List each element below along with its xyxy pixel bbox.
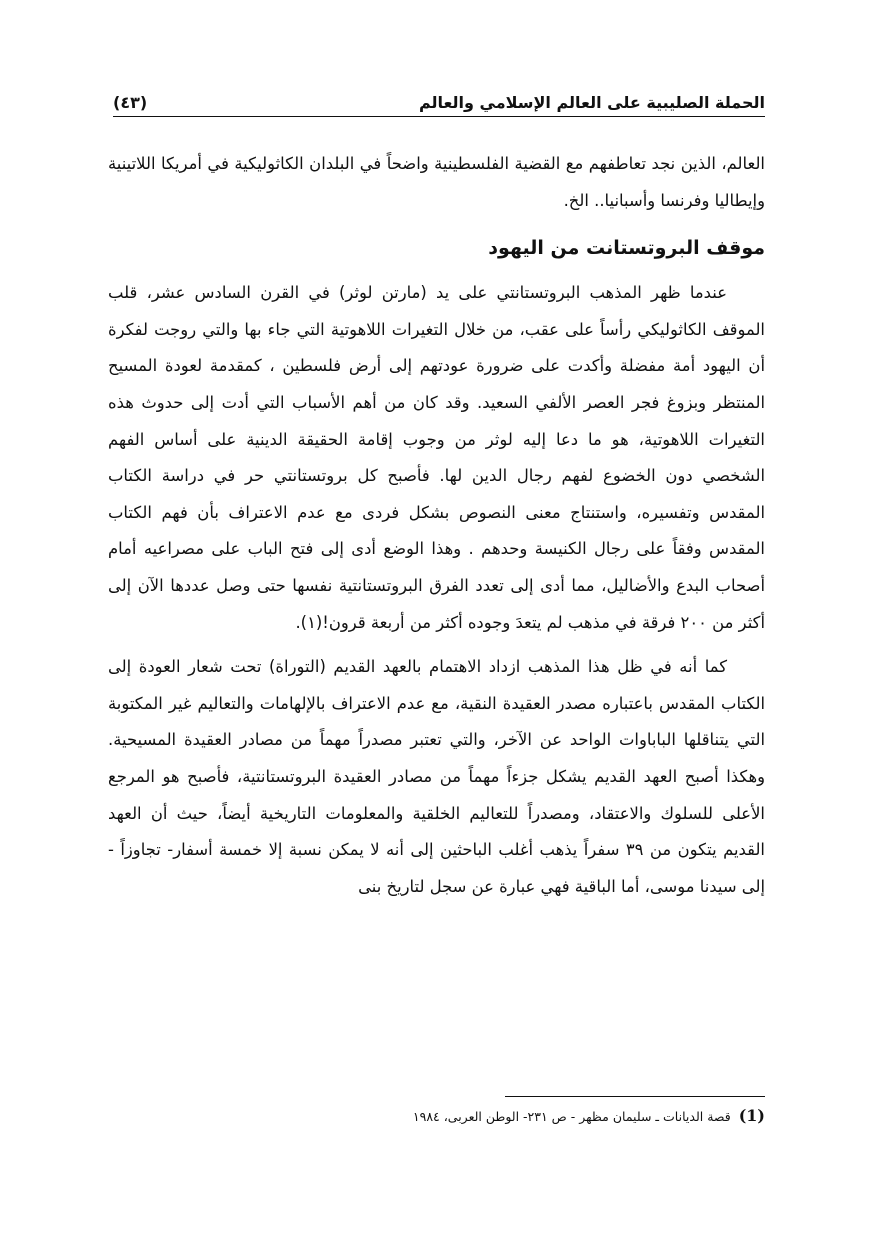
footnote-text: قصة الديانات ـ سليمان مظهر - ص ٢٣١- الوطن العربى، ١٩٨٤: [412, 1109, 731, 1124]
footnote-marker: (1): [738, 1106, 765, 1125]
body-text: [108, 146, 765, 905]
section-heading: موقف البروتستانت من اليهود: [488, 237, 765, 260]
running-header-title: الحملة الصليبية على العالم الإسلامي والعالم: [418, 93, 765, 112]
page-number: (٤٣): [113, 93, 148, 112]
running-header: [113, 86, 765, 114]
header-divider: [113, 116, 765, 117]
intro-paragraph: العالم، الذين نجد تعاطفهم مع القضية الفلسطينية واضحاً في البلدان الكاثوليكية في أمريكا اللاتينية وإيطاليا وفرنسا وأسبانيا.. الخ.: [108, 154, 765, 210]
paragraph-1: عندما ظهر المذهب البروتستانتي على يد (مارتن لوثر) في القرن السادس عشر، قلب الموقف الكاثوليكي رأساً على عقب، من خلال التغيرات اللاهوتية التي جاء بها والتي روجت لفكرة أن اليهود أمة مفضلة وأكدت على ضرورة عودتهم إلى أرض فلسطين ، كمقدمة لعودة المسيح المنتظر وبزوغ فجر العصر الألفي السعيد. وقد كان من أهم الأسباب التي أدت إلى حدوث هذه التغيرات اللاهوتية، هو ما دعا إليه لوثر من وجوب إقامة الحقيقة الدينية على أساس الفهم الشخصي دون الخضوع لفهم رجال الدين لها. فأصبح كل بروتستانتي حر في دراسة الكتاب المقدس وتفسيره، واستنتاج معنى النصوص بشكل فردى مع عدم الاعتراف بأن فهم الكتاب المقدس وفقاً على رجال الكنيسة وحدهم . وهذا الوضع أدى إلى فتح الباب على مصراعيه أمام أصحاب البدع والأضاليل، مما أدى إلى تعدد الفرق البروتستانتية نفسها حتى وصل عددها الآن إلى أكثر من ٢٠٠ فرقة في مذهب لم يتعدَ وجوده أكثر من أربعة قرون!(١).: [108, 283, 765, 632]
paragraph-gap: [108, 641, 765, 649]
footnote-1: [300, 1104, 765, 1129]
footnote-divider: [505, 1096, 765, 1097]
paragraph-2: كما أنه في ظل هذا المذهب ازداد الاهتمام بالعهد القديم (التوراة) تحت شعار العودة إلى الكتاب المقدس باعتباره مصدر العقيدة النقية، مع عدم الاعتراف بالإلهامات والتعاليم غير المكتوبة التي يتناقلها الباباوات الواحد عن الآخر، والتي تعتبر مصدراً مهماً من مصادر العقيدة المسيحية. وهكذا أصبح العهد القديم يشكل جزءاً مهماً من مصادر العقيدة البروتستانتية، فأصبح هو المرجع الأعلى للسلوك والاعتقاد، ومصدراً للتعاليم الخلقية والمعلومات التاريخية أيضاً، حيث أن العهد القديم يتكون من ٣٩ سفراً يذهب أغلب الباحثين إلى أنه لا يمكن نسبة إلا خمسة أسفار- تجاوزاً - إلى سيدنا موسى، أما الباقية فهي عبارة عن سجل لتاريخ بنى: [108, 657, 765, 896]
